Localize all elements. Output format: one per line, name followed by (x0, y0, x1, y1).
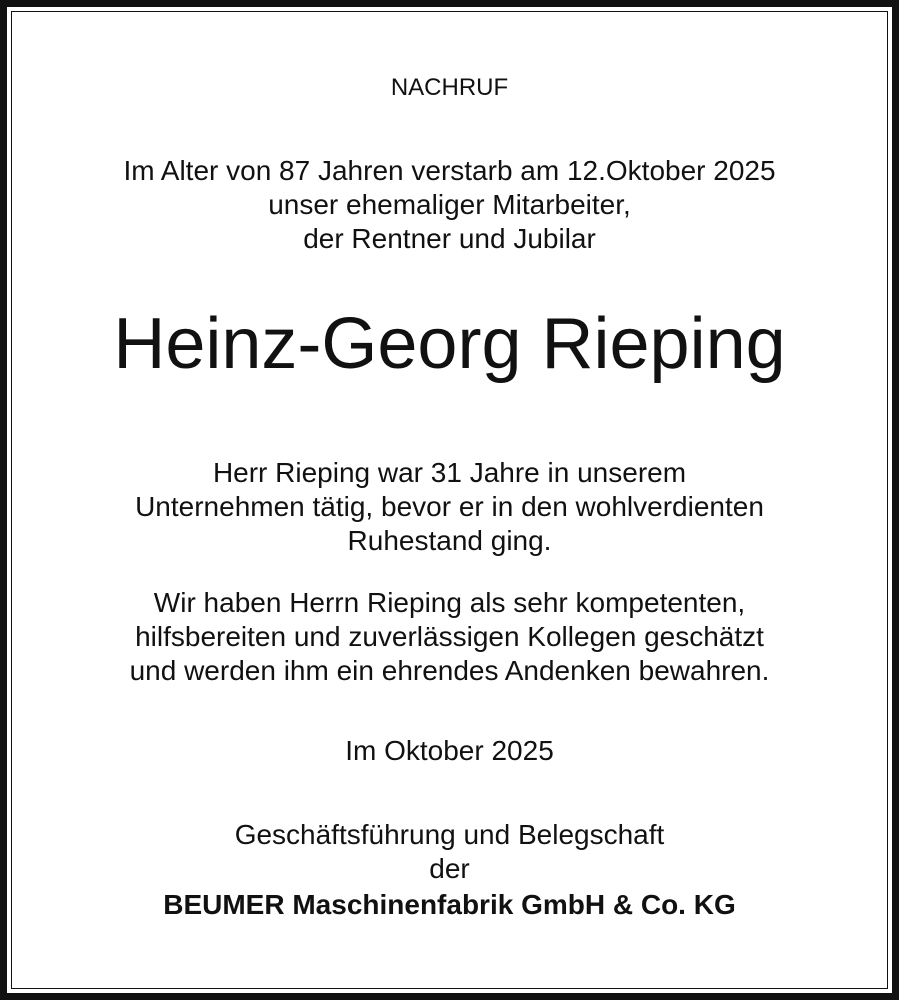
paragraph-line: Wir haben Herrn Rieping als sehr kompetenten, (153, 587, 746, 618)
paragraph-line: Unternehmen tätig, bevor er in den wohlverdienten (135, 491, 764, 522)
notice-heading: NACHRUF (390, 74, 509, 101)
deceased-name: Heinz-Georg Rieping (113, 304, 786, 384)
intro-line: Im Alter von 87 Jahren verstarb am 12.Oktober 2025 (123, 155, 776, 186)
paragraph-line: und werden ihm ein ehrendes Andenken bewahren. (129, 655, 770, 686)
signature-line: Geschäftsführung und Belegschaft (234, 819, 665, 850)
signature-line: der (429, 853, 470, 884)
intro-line: unser ehemaliger Mitarbeiter, (268, 189, 631, 220)
paragraph-line: Ruhestand ging. (347, 525, 552, 556)
company-name: BEUMER Maschinenfabrik GmbH & Co. KG (163, 889, 736, 920)
intro-text (0, 154, 899, 256)
intro-line: der Rentner und Jubilar (303, 223, 596, 254)
notice-date: Im Oktober 2025 (345, 735, 554, 766)
signature-block (0, 818, 899, 886)
career-paragraph (0, 456, 899, 558)
paragraph-line: hilfsbereiten und zuverlässigen Kollegen geschätzt (135, 621, 764, 652)
tribute-paragraph (0, 586, 899, 688)
paragraph-line: Herr Rieping war 31 Jahre in unserem (212, 457, 687, 488)
